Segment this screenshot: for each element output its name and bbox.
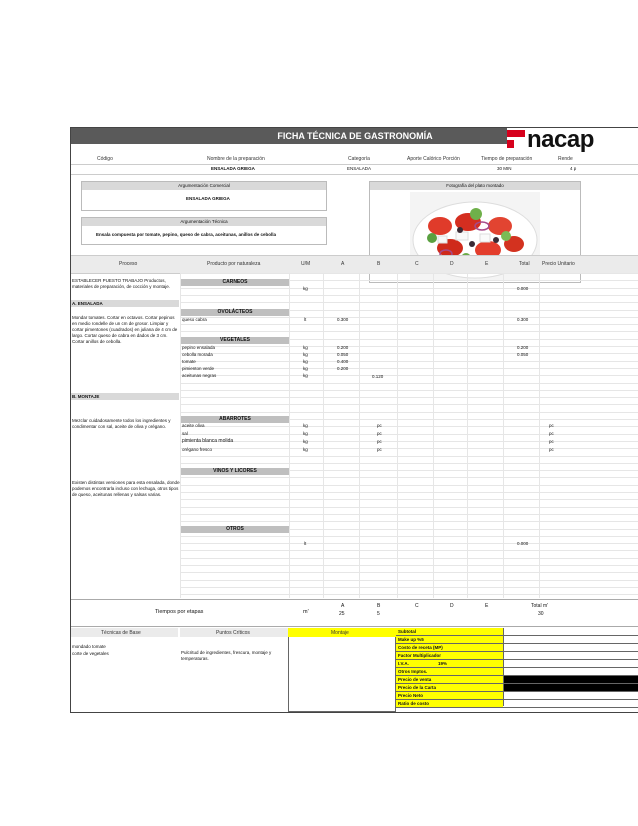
grid-hline <box>180 324 638 325</box>
abar-2-total: pc <box>549 431 554 436</box>
ovolacteos-um: lt <box>304 317 307 322</box>
ovolacteos-total: 0.300 <box>517 317 529 322</box>
tiempos-label: Tiempos por etapas <box>155 609 204 615</box>
tiempos-total-label: Total m' <box>531 603 549 609</box>
veg-2-product: cebolla morada <box>182 352 213 357</box>
puntos-criticos-text: Pulcritud de ingredientes, frescura, montaje y temperaturas. <box>181 650 272 661</box>
process-text-3: Mezclar cuidadosamente todos los ingredientes y condimentar con sal, aceite de oliva y orégano. <box>72 418 171 429</box>
argumentacion-comercial-box <box>81 181 327 211</box>
grid-hline <box>180 434 638 435</box>
grid-vline <box>289 273 290 598</box>
cost-hline <box>503 691 638 692</box>
carneos-total: 0.000 <box>517 286 529 291</box>
col-a: A <box>341 261 345 267</box>
grid-hline <box>180 448 638 449</box>
tecnicas-label: Técnicas de Base <box>101 630 141 636</box>
grid-vline <box>323 273 324 598</box>
nombre-value: ENSALADA GRIEGA <box>211 166 255 171</box>
veg-2-um: kg <box>303 352 308 357</box>
grid-hline <box>180 550 638 551</box>
grid-hline <box>180 594 638 595</box>
grid-vline <box>397 273 398 598</box>
cost-precio-neto: Precio Neto <box>396 692 503 700</box>
argumentacion-tecnica-label: Argumentación Técnica <box>82 218 326 226</box>
grid-hline <box>180 383 638 384</box>
tiempo-label: Tiempo de preparación <box>481 156 533 162</box>
puntos-label: Puntos Críticos <box>216 630 250 636</box>
bottom-section <box>71 628 638 712</box>
grid-hline <box>180 463 638 464</box>
rend-value: 4 p <box>570 166 577 171</box>
tiempo-value: 30 MIN <box>497 166 512 171</box>
ovolacteos-a: 0.300 <box>337 317 349 322</box>
col-total: Total <box>519 261 530 267</box>
abar-2-b: pc <box>377 431 382 436</box>
cost-precio-carta: Precio de la Carta <box>396 684 503 692</box>
cost-hline <box>503 707 638 708</box>
grid-hline <box>180 565 638 566</box>
veg-3-a: 0.400 <box>337 359 349 364</box>
tiempos-col-c: C <box>415 603 419 609</box>
tiempos-col-a: A <box>341 603 345 609</box>
argumentacion-tecnica-value: Ensala compuesta por tomate, pepino, queso de cabra, aceitunas, anillos de cebolla <box>96 232 277 237</box>
veg-4-um: kg <box>303 366 308 371</box>
col-producto: Producto por naturaleza <box>207 261 261 267</box>
abar-1-product: aceite oliva <box>182 423 205 428</box>
table-header <box>71 255 638 274</box>
grid-hline <box>180 507 638 508</box>
veg-5-b: 0.120 <box>372 374 384 379</box>
argumentacion-tecnica-box <box>81 217 327 245</box>
abar-3-product: pimienta blanca molida <box>182 438 234 444</box>
col-proceso: Proceso <box>119 261 138 267</box>
carneos-um: kg <box>303 286 308 291</box>
abar-4-b: pc <box>377 447 382 452</box>
cat-ovolacteos: OVOLÁCTEOS <box>181 309 289 316</box>
cost-subtotal: Subtotal <box>396 628 503 636</box>
section-a: A. ENSALADA <box>71 300 179 307</box>
tiempos-row <box>71 599 638 627</box>
grid-hline <box>180 397 638 398</box>
grid-hline <box>180 346 638 347</box>
veg-2-a: 0.050 <box>337 352 349 357</box>
grid-hline <box>180 331 638 332</box>
tiempos-total-value: 30 <box>538 611 544 617</box>
cost-hline <box>503 651 638 652</box>
categoria-value: ENSALADA <box>347 166 372 171</box>
grid-hline <box>180 295 638 296</box>
codigo-label: Código <box>97 156 113 162</box>
grid-hline <box>180 288 638 289</box>
cost-otros: Otros Imptos. <box>396 668 503 676</box>
veg-2-total: 0.050 <box>517 352 529 357</box>
grid-hline <box>180 587 638 588</box>
cost-hline <box>503 659 638 660</box>
grid-hline <box>180 477 638 478</box>
cost-ladder <box>396 628 503 706</box>
grid-hline <box>180 485 638 486</box>
grid-hline <box>180 361 638 362</box>
cost-iva-value: 19% <box>438 661 448 666</box>
grid-hline <box>180 441 638 442</box>
grid-hline <box>180 426 638 427</box>
grid-hline <box>180 572 638 573</box>
cost-hline <box>503 675 638 676</box>
grid-vline <box>433 273 434 598</box>
section-b: B. MONTAJE <box>71 393 179 400</box>
cat-vegetales: VEGETALES <box>181 337 289 344</box>
grid-vline <box>539 273 540 598</box>
tiempos-col-d: D <box>450 603 454 609</box>
cost-makeup: Make up %5 <box>396 636 503 644</box>
grid-hline <box>180 273 638 274</box>
veg-1-product: pepino ensalada <box>182 345 216 350</box>
grid-hline <box>180 492 638 493</box>
cost-hline <box>503 683 638 684</box>
brand-logo <box>507 127 638 155</box>
otros-total: 0.000 <box>517 541 529 546</box>
col-b: B <box>377 261 381 267</box>
cost-hline <box>503 667 638 668</box>
col-precio-unitario: Precio Unitario <box>542 261 575 267</box>
col-c: C <box>415 261 419 267</box>
cost-receta: Costo de receta (MP) <box>396 644 503 652</box>
cost-hline <box>503 635 638 636</box>
tiempos-col-b: B <box>377 603 381 609</box>
veg-3-um: kg <box>303 359 308 364</box>
cost-ratio: Ratio de costo <box>396 700 503 708</box>
grid-hline <box>180 368 638 369</box>
veg-5-product: aceitunas negras <box>182 373 217 378</box>
cost-hline <box>503 643 638 644</box>
abar-3-um: kg <box>303 439 308 444</box>
grid-hline <box>180 353 638 354</box>
cost-value-lines <box>503 628 638 706</box>
cost-precio-venta: Precio de venta <box>396 676 503 684</box>
rend-label: Rende <box>558 156 573 162</box>
veg-3-product: tomate <box>182 359 196 364</box>
brand-name: nacap <box>527 127 594 153</box>
argumentacion-comercial-label: Argumentación Comercial <box>82 182 326 190</box>
veg-5-um: kg <box>303 373 308 378</box>
veg-4-product: pimienton verde <box>182 366 215 371</box>
grid-hline <box>180 514 638 515</box>
abar-4-total: pc <box>549 447 554 452</box>
cat-abarrotes: ABARROTES <box>181 416 289 423</box>
col-d: D <box>450 261 454 267</box>
brand-mark-icon <box>507 130 525 148</box>
nombre-label: Nombre de la preparación <box>207 156 265 162</box>
cat-carneos: CARNEOS <box>181 279 289 286</box>
tiempos-col-e: E <box>485 603 489 609</box>
grid-vline <box>503 273 504 598</box>
grid-hline <box>180 456 638 457</box>
argumentacion-comercial-value: ENSALADA GRIEGA <box>186 196 230 201</box>
abar-2-um: kg <box>303 431 308 436</box>
tecnica-1: mondado tomate <box>72 644 106 649</box>
grid-hline <box>180 412 638 413</box>
tiempos-value-a: 25 <box>339 611 345 617</box>
cat-vinos: VINOS Y LICORES <box>181 468 289 475</box>
col-e: E <box>485 261 489 267</box>
cost-hline <box>503 699 638 700</box>
grid-hline <box>180 558 638 559</box>
ovolacteos-product: queso cabra <box>182 317 207 322</box>
abar-2-product: sal <box>182 431 188 436</box>
grid-hline <box>180 521 638 522</box>
veg-1-total: 0.200 <box>517 345 529 350</box>
montaje-photo-area <box>288 637 396 712</box>
grid-hline <box>180 499 638 500</box>
grid-hline <box>180 580 638 581</box>
grid-vline <box>180 273 181 598</box>
otros-um: lt <box>304 541 307 546</box>
grid-vline <box>467 273 468 598</box>
aporte-label: Aporte Calórico Porción <box>407 156 460 162</box>
grid-hline <box>180 317 638 318</box>
abar-1-b: pc <box>377 423 382 428</box>
veg-1-um: kg <box>303 345 308 350</box>
grid-hline <box>180 375 638 376</box>
tecnica-2: corte de vegetales <box>72 651 109 656</box>
grid-hline <box>180 536 638 537</box>
categoria-label: Categoría <box>348 156 370 162</box>
abar-1-total: pc <box>549 423 554 428</box>
abar-3-b: pc <box>377 439 382 444</box>
cost-iva-label: I.V.A. <box>398 661 409 666</box>
grid-hline <box>180 302 638 303</box>
photo-label: Fotografía del plato montado <box>370 182 580 190</box>
grid-hline <box>180 543 638 544</box>
process-text-2: Mondar tomates. Cortar en octavos. Cortar pepinos en medio rondelle de un cm de grosor. Limpiar y cortar pimentones (cuadrados) en juliana de 4 cm de largo. Cortar queso de cabra en dados de 3 cm. Cortar anillos de cebolla. <box>72 315 178 344</box>
abar-4-product: orégano fresco <box>182 447 213 452</box>
col-um: U/M <box>301 261 311 267</box>
veg-1-a: 0.200 <box>337 345 349 350</box>
recipe-sheet <box>70 127 638 713</box>
cost-iva <box>396 660 503 668</box>
cat-otros: OTROS <box>181 526 289 533</box>
cost-factor: Factor Multiplicador <box>396 652 503 660</box>
tiempos-value-b: 5 <box>377 611 380 617</box>
veg-4-a: 0.200 <box>337 366 349 371</box>
tiempos-unit: m' <box>303 609 309 615</box>
grid-hline <box>180 404 638 405</box>
montaje-label: Montaje <box>331 630 349 636</box>
process-text-4: Existen distintas versiones para esta ensalada, donde podemos encontrarla incluso con lechuga, otros tipos de queso, aceitunas rellenas y salsas varias. <box>72 480 180 497</box>
abar-1-um: kg <box>303 423 308 428</box>
abar-4-um: kg <box>303 447 308 452</box>
sheet-title: FICHA TÉCNICA DE GASTRONOMÍA <box>71 128 638 144</box>
process-text-1: ESTABLECER PUESTO TRABAJO Productos, materiales de preparación, de cocción y montaje. <box>72 278 171 289</box>
grid-hline <box>180 390 638 391</box>
abar-3-total: pc <box>549 439 554 444</box>
grid-vline <box>359 273 360 598</box>
